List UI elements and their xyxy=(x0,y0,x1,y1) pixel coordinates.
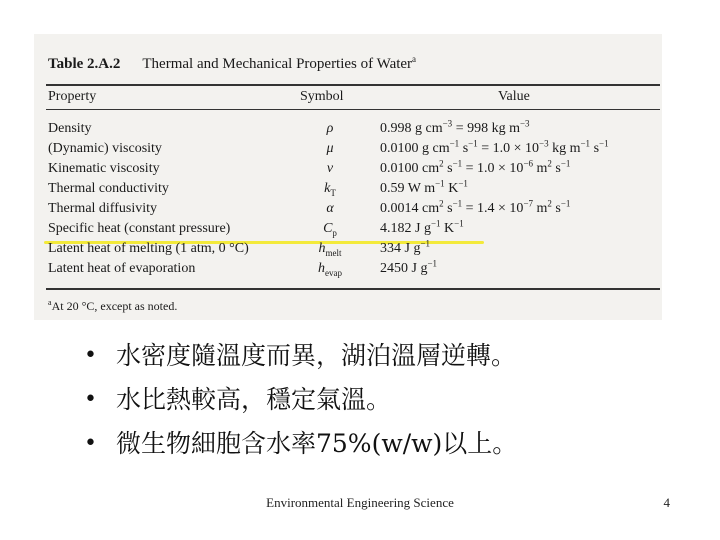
bullet-text: 微生物細胞含水率75%(w/w)以上。 xyxy=(116,429,518,458)
symbol-cell: $h_{evap}$ xyxy=(318,261,342,278)
value-cell: 0.59 W $m^{-1}$ $K^{-1}$ xyxy=(380,178,468,196)
symbol-cell: ρ xyxy=(326,121,334,136)
symbol-cell: $k_T$ xyxy=(324,181,336,198)
value-cell: 0.0100 g $cm^{-1}$ $s^{-1} = 1.0 \times 10^{-3}$ kg $m^{-1}$ $s^{-1}$ xyxy=(380,138,609,156)
value-cell: 2450 J $g^{-1}$ xyxy=(380,258,438,276)
symbol-cell: $h_{melt}$ xyxy=(318,241,342,258)
table-title-note: a xyxy=(412,54,417,64)
value-cell: 334 J $g^{-1}$ xyxy=(380,238,431,256)
table-row xyxy=(34,119,662,139)
symbol-cell: ν xyxy=(326,161,334,176)
property-cell: Density xyxy=(48,121,92,136)
scanned-table-image xyxy=(34,34,662,320)
table-row xyxy=(34,239,662,259)
table-bottom-rule xyxy=(46,288,660,290)
property-cell: (Dynamic) viscosity xyxy=(48,141,162,156)
table-row xyxy=(34,179,662,199)
header-value: Value xyxy=(498,89,530,104)
bullet-icon: • xyxy=(84,431,97,456)
value-cell: 0.0014 $cm^2$ $s^{-1} = 1.4 \times 10^{-7}$ $m^2$ $s^{-1}$ xyxy=(380,198,571,216)
footnote-text: At 20 °C, except as noted. xyxy=(51,299,178,313)
value-cell: 0.998 g $cm^{-3} = 998$ kg $m^{-3}$ xyxy=(380,118,530,136)
bullet-text: 水比熱較高，穩定氣溫。 xyxy=(116,385,392,414)
value-cell: 0.0100 $cm^2$ $s^{-1} = 1.0 \times 10^{-6}$ $m^2$ $s^{-1}$ xyxy=(380,158,571,176)
footer-course-title: Environmental Engineering Science xyxy=(266,495,454,510)
header-symbol: Symbol xyxy=(300,89,344,104)
property-cell: Thermal diffusivity xyxy=(48,201,157,216)
table-row-highlighted xyxy=(34,219,662,239)
table-header-rule xyxy=(46,109,660,110)
table-row xyxy=(34,139,662,159)
property-cell: Thermal conductivity xyxy=(48,181,169,196)
table-title-text: Thermal and Mechanical Properties of Water xyxy=(142,56,413,72)
bullet-icon: • xyxy=(84,343,97,368)
header-property: Property xyxy=(48,89,97,104)
property-cell: Latent heat of evaporation xyxy=(48,261,196,276)
property-cell: Kinematic viscosity xyxy=(48,161,160,176)
bullet-icon: • xyxy=(84,387,97,412)
table-title xyxy=(48,54,416,73)
table-row xyxy=(34,159,662,179)
table-row xyxy=(34,199,662,219)
property-cell: Specific heat (constant pressure) xyxy=(48,221,231,236)
bullet-text: 水密度隨溫度而異，湖泊溫層逆轉。 xyxy=(116,341,517,370)
symbol-cell: $C_p$ xyxy=(323,221,337,238)
page-number: 4 xyxy=(663,495,670,510)
table-footnote xyxy=(48,298,177,314)
table-row xyxy=(34,259,662,279)
symbol-cell: μ xyxy=(326,141,334,156)
symbol-cell: α xyxy=(326,201,334,216)
value-cell: 4.182 J $g^{-1}$ $K^{-1}$ xyxy=(380,218,464,236)
table-number: Table 2.A.2 xyxy=(48,56,121,72)
table-top-rule xyxy=(46,84,660,86)
property-cell: Latent heat of melting (1 atm, 0 °C) xyxy=(48,241,249,256)
footnote-mark: a xyxy=(48,298,52,307)
